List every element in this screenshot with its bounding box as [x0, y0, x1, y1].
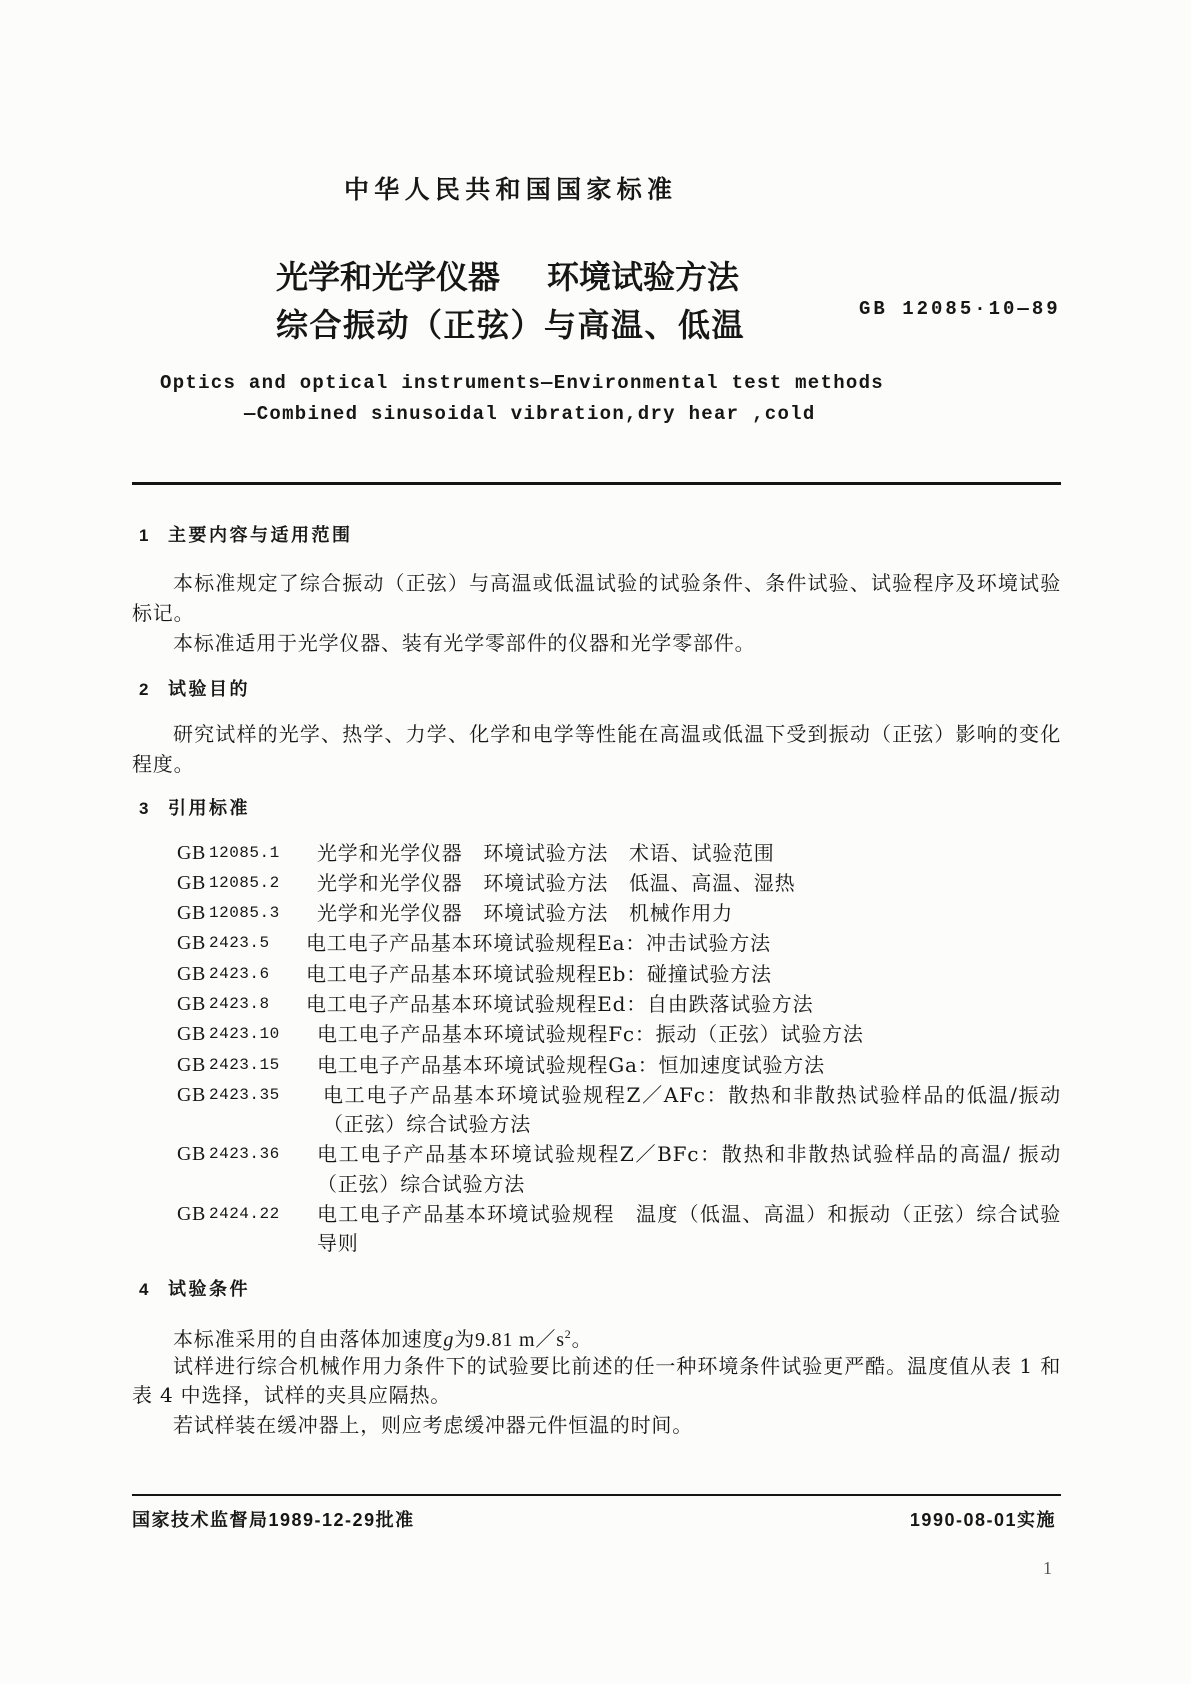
reference-title: 电工电子产品基本环境试验规程Eb：碰撞试验方法 [306, 962, 772, 986]
gravity-text-mid: 为 [454, 1327, 476, 1351]
gravity-text-end: 。 [571, 1327, 593, 1351]
section-4-paragraph-3: 若试样装在缓冲器上，则应考虑缓冲器元件恒温的时间。 [173, 1413, 693, 1437]
reference-title: 电工电子产品基本环境试验规程Z／BFc：散热和非散热试验样品的高温/ 振动 [317, 1142, 1061, 1166]
reference-prefix: GB [177, 1084, 206, 1106]
section-4-paragraph-2-line-1: 试样进行综合机械作用力条件下的试验要比前述的任一种环境条件试验更严酷。温度值从表 1 和 [173, 1354, 1061, 1378]
reference-number: 12085.3 [209, 904, 280, 922]
reference-title: 电工电子产品基本环境试验规程Ea：冲击试验方法 [306, 931, 771, 955]
national-standard-heading: 中华人民共和国国家标准 [344, 175, 678, 204]
reference-number: 2423.10 [209, 1025, 280, 1043]
title-line-2: 综合振动（正弦）与高温、低温 [276, 306, 746, 344]
effective-date: 1990-08-01实施 [909, 1510, 1056, 1530]
standard-number: GB 12085·10—89 [859, 298, 1061, 320]
reference-title-continuation: （正弦）综合试验方法 [317, 1172, 525, 1196]
section-4-heading: 试验条件 [168, 1279, 250, 1300]
reference-number: 2423.36 [209, 1145, 280, 1163]
reference-number: 2423.6 [209, 965, 270, 983]
reference-title: 电工电子产品基本环境试验规程Ed：自由跌落试验方法 [306, 992, 814, 1016]
section-3-heading: 引用标准 [168, 798, 250, 819]
reference-number: 2423.35 [209, 1086, 280, 1104]
title-line-1-part-2: 环境试验方法 [547, 258, 740, 296]
reference-title: 电工电子产品基本环境试验规程Fc：振动（正弦）试验方法 [317, 1022, 864, 1046]
approval-date: 国家技术监督局1989-12-29批准 [132, 1510, 415, 1530]
section-2-number: 2 [139, 680, 150, 699]
reference-title: 电工电子产品基本环境试验规程Z／AFc：散热和非散热试验样品的低温/振动 [323, 1083, 1061, 1107]
gravity-symbol: g [443, 1329, 455, 1351]
reference-prefix: GB [177, 842, 206, 864]
section-1-number: 1 [139, 526, 150, 545]
section-2-heading: 试验目的 [168, 679, 250, 700]
section-1-paragraph-2: 本标准适用于光学仪器、装有光学零部件的仪器和光学零部件。 [173, 631, 756, 655]
reference-number: 2423.15 [209, 1056, 280, 1074]
section-3-number: 3 [139, 799, 150, 818]
reference-title: 电工电子产品基本环境试验规程Ga：恒加速度试验方法 [317, 1053, 825, 1077]
reference-prefix: GB [177, 932, 206, 954]
reference-prefix: GB [177, 1054, 206, 1076]
reference-number: 12085.2 [209, 874, 280, 892]
section-4-number: 4 [139, 1280, 150, 1299]
english-title-line-2: —Combined sinusoidal vibration,dry hear ,cold [244, 403, 816, 425]
page-number: 1 [1043, 1558, 1053, 1578]
section-1-paragraph-1-line-2: 标记。 [132, 601, 195, 625]
reference-prefix: GB [177, 1023, 206, 1045]
section-2-paragraph-line-1: 研究试样的光学、热学、力学、化学和电学等性能在高温或低温下受到振动（正弦）影响的变化 [173, 722, 1061, 746]
reference-number: 2423.8 [209, 995, 270, 1013]
reference-title: 光学和光学仪器 环境试验方法 低温、高温、湿热 [317, 871, 796, 895]
reference-number: 2423.5 [209, 934, 270, 952]
title-line-1-part-1: 光学和光学仪器 [276, 258, 501, 296]
section-1-heading: 主要内容与适用范围 [168, 525, 353, 546]
gravity-text-before: 本标准采用的自由落体加速度 [173, 1327, 444, 1351]
gravity-value: 9.81 m／s [475, 1329, 565, 1351]
reference-prefix: GB [177, 1203, 206, 1225]
section-1-paragraph-1-line-1: 本标准规定了综合振动（正弦）与高温或低温试验的试验条件、条件试验、试验程序及环境试验 [173, 571, 1061, 595]
reference-title-continuation: （正弦）综合试验方法 [323, 1112, 531, 1136]
english-title-line-1: Optics and optical instruments—Environmental test methods [160, 372, 885, 394]
section-4-paragraph-2-line-2: 表 4 中选择，试样的夹具应隔热。 [132, 1383, 452, 1407]
reference-title: 电工电子产品基本环境试验规程 温度（低温、高温）和振动（正弦）综合试验 [317, 1202, 1061, 1226]
reference-title: 光学和光学仪器 环境试验方法 机械作用力 [317, 901, 733, 925]
reference-prefix: GB [177, 963, 206, 985]
header-divider [132, 482, 1061, 485]
reference-title-continuation: 导则 [317, 1231, 359, 1255]
reference-prefix: GB [177, 902, 206, 924]
gravity-acceleration-statement [173, 1319, 592, 1355]
section-2-paragraph-line-2: 程度。 [132, 752, 195, 776]
reference-prefix: GB [177, 993, 206, 1015]
reference-prefix: GB [177, 1143, 206, 1165]
reference-number: 12085.1 [209, 844, 280, 862]
footer-divider [132, 1494, 1061, 1496]
reference-prefix: GB [177, 872, 206, 894]
gravity-exponent: 2 [564, 1327, 572, 1341]
reference-number: 2424.22 [209, 1205, 280, 1223]
reference-title: 光学和光学仪器 环境试验方法 术语、试验范围 [317, 841, 775, 865]
